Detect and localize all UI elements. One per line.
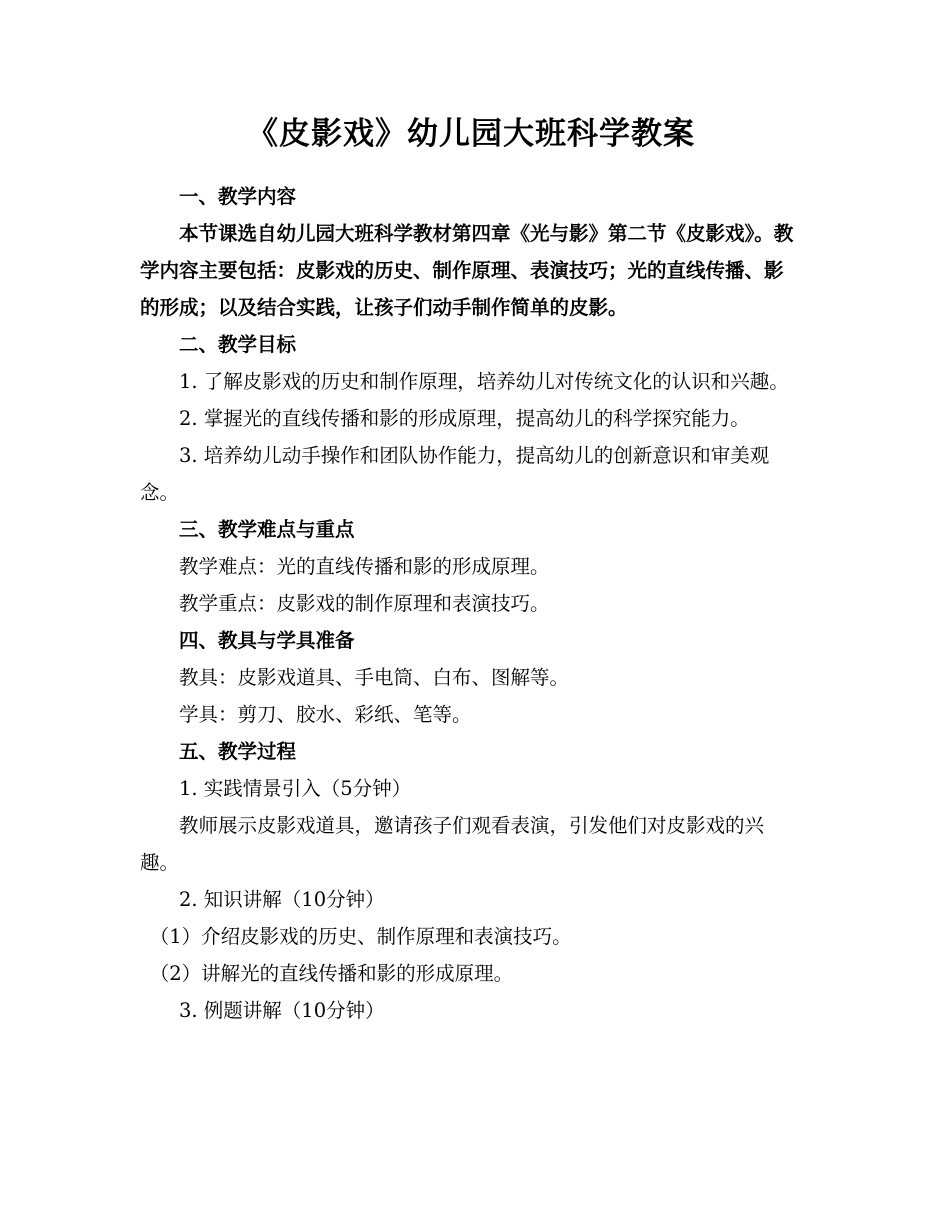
key-point-text: 教学重点：皮影戏的制作原理和表演技巧。: [179, 592, 550, 615]
section-heading-content: 一、教学内容: [179, 185, 297, 208]
student-tools-text: 学具：剪刀、胶水、彩纸、笔等。: [179, 703, 472, 726]
content-paragraph: 本节课选自幼儿园大班科学教材第四章《光与影》第二节《皮影戏》。教学内容主要包括：皮影戏的历史、制作原理、表演技巧；光的直线传播、影的形成；以及结合实践，让孩子们动手制作简单的皮影。: [140, 222, 794, 319]
process-step-1-text: 教师展示皮影戏道具，邀请孩子们观看表演，引发他们对皮影戏的兴趣。: [140, 814, 765, 874]
process-step-1: 1. 实践情景引入（5分钟）: [179, 777, 412, 800]
document-title: 《皮影戏》幼儿园大班科学教案: [247, 116, 695, 152]
process-step-2: 2. 知识讲解（10分钟）: [179, 888, 385, 911]
teacher-tools-text: 教具：皮影戏道具、手电筒、白布、图解等。: [179, 666, 570, 689]
section-heading-difficulty: 三、教学难点与重点: [179, 518, 355, 541]
process-step-3: 3. 例题讲解（10分钟）: [179, 999, 385, 1022]
section-heading-process: 五、教学过程: [179, 740, 297, 763]
goal-item-1: 1. 了解皮影戏的历史和制作原理，培养幼儿对传统文化的认识和兴趣。: [179, 370, 789, 393]
section-heading-tools: 四、教具与学具准备: [179, 629, 355, 652]
process-step-2-a: （1）介绍皮影戏的历史、制作原理和表演技巧。: [149, 925, 572, 948]
goal-item-2: 2. 掌握光的直线传播和影的形成原理，提高幼儿的科学探究能力。: [179, 407, 750, 430]
section-heading-goals: 二、教学目标: [179, 333, 297, 356]
process-step-2-b: （2）讲解光的直线传播和影的形成原理。: [149, 962, 514, 985]
difficulty-text: 教学难点：光的直线传播和影的形成原理。: [179, 555, 550, 578]
goal-item-3: 3. 培养幼儿动手操作和团队协作能力，提高幼儿的创新意识和审美观念。: [140, 444, 770, 504]
